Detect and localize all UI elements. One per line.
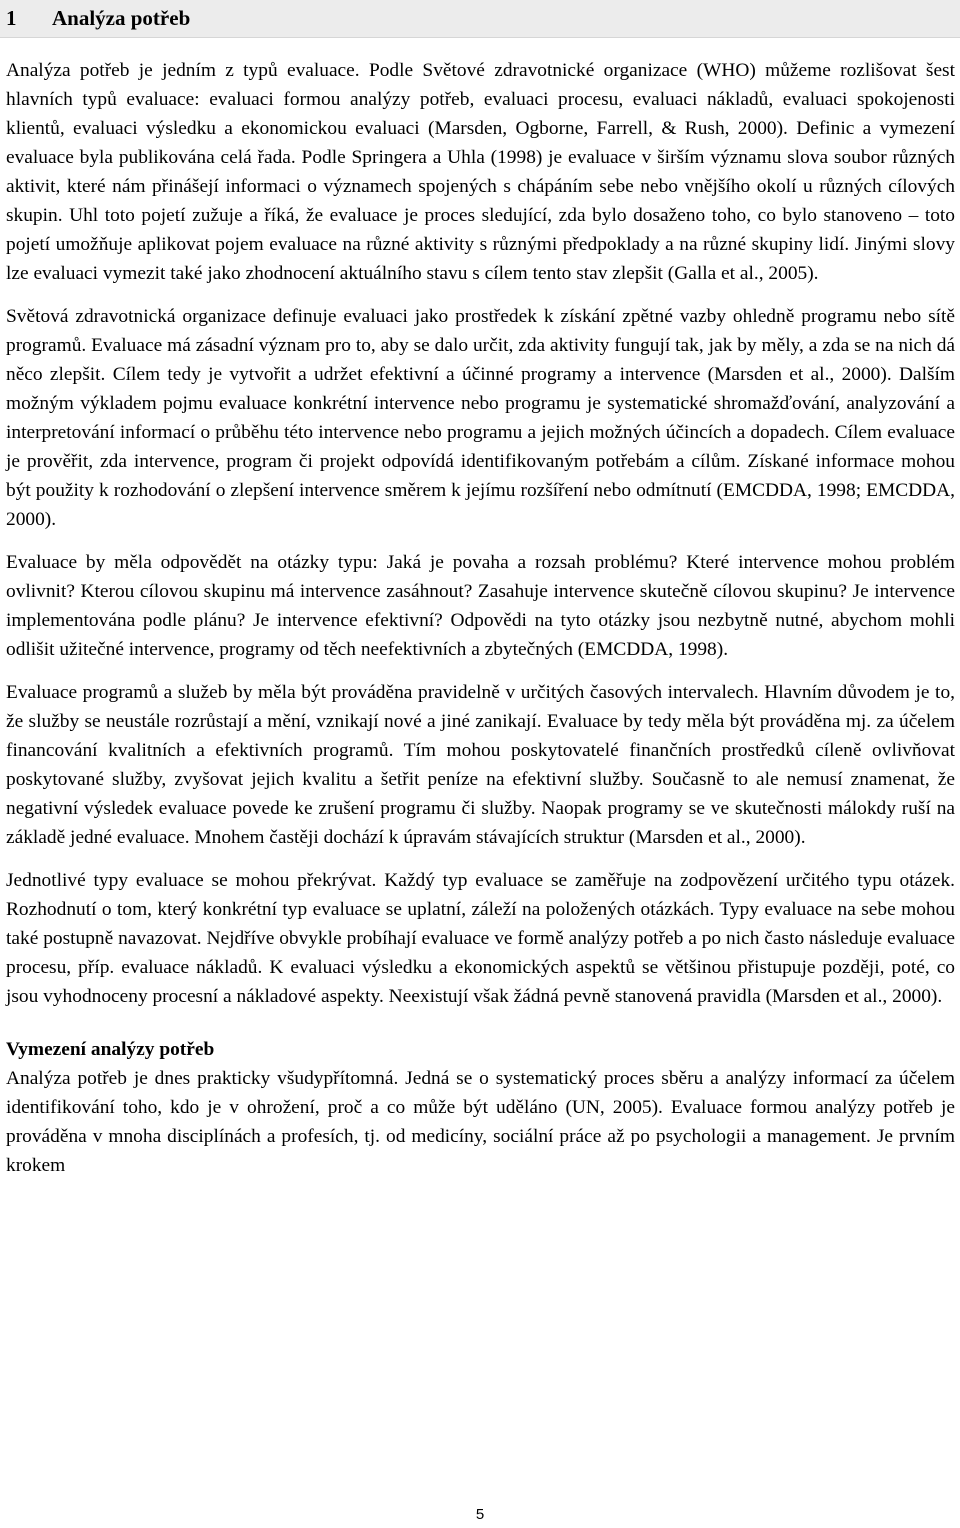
document-body bbox=[6, 56, 955, 1194]
paragraph-1: Analýza potřeb je jedním z typů evaluace. Podle Světové zdravotnické organizace (WHO) můžeme rozlišovat šest hlavních typů evaluace: evaluaci formou analýzy potřeb, evaluaci procesu, evaluaci nákladů, evaluaci spokojenosti klientů, evaluaci výsledku a ekonomickou evaluaci (Marsden, Ogborne, Farrell, & Rush, 2000). Definic a vymezení evaluace byla publikována celá řada. Podle Springera a Uhla (1998) je evaluace v širším významu slova soubor různých aktivit, které nám přinášejí informaci o významech spojených s chápáním sebe nebo vnějšího okolí u různých cílových skupin. Uhl toto pojetí zužuje a říká, že evaluace je proces sledující, zda bylo dosaženo toho, co bylo stanoveno – toto pojetí umožňuje aplikovat pojem evaluace na různé aktivity s různými předpoklady a na různé skupiny lidí. Jinými slovy lze evaluaci vymezit také jako zhodnocení aktuálního stavu s cílem tento stav zlepšit (Galla et al., 2005). bbox=[6, 60, 955, 284]
section-number: 1 bbox=[6, 6, 17, 30]
section-heading bbox=[0, 0, 960, 38]
subsection-title: Vymezení analýzy potřeb bbox=[6, 1039, 215, 1060]
paragraph-4: Evaluace programů a služeb by měla být prováděna pravidelně v určitých časových intervalech. Hlavním důvodem je to, že služby se neustále rozrůstají a mění, vznikají nové a jiné zanikají. Evaluace by tedy měla být prováděna mj. za účelem financování kvalitních a efektivních programů. Tím mohou poskytovatelé finančních prostředků cíleně ovlivňovat poskytované služby, zvyšovat jejich kvalitu a šetřit peníze na efektivní služby. Současně to ale nemusí znamenat, že negativní výsledek evaluace povede ke zrušení programu či služby. Naopak programy se ve skutečnosti málokdy ruší na základě jedné evaluace. Mnohem častěji dochází k úpravám stávajících struktur (Marsden et al., 2000). bbox=[6, 682, 955, 848]
subsection-paragraph: Analýza potřeb je dnes prakticky všudypřítomná. Jedná se o systematický proces sběru a analýzy informací za účelem identifikování toho, kdo je v ohrožení, proč a co může být uděláno (UN, 2005). Evaluace formou analýzy potřeb je prováděna v mnoha disciplínách a profesích, tj. od medicíny, sociální práce až po psychologii a management. Je prvním krokem bbox=[6, 1068, 955, 1176]
page-number: 5 bbox=[475, 1506, 485, 1523]
paragraph-5: Jednotlivé typy evaluace se mohou překrývat. Každý typ evaluace se zaměřuje na zodpovězení určitého typu otázek. Rozhodnutí o tom, který konkrétní typ evaluace se uplatní, záleží na položených otázkách. Typy evaluace na sebe mohou také postupně navazovat. Nejdříve obvykle probíhají evaluace ve formě analýzy potřeb a po nich často následuje evaluace procesu, příp. evaluace nákladů. K evaluaci výsledku a ekonomických aspektů se většinou přistupuje později, poté, co jsou vyhodnoceny procesní a nákladové aspekty. Neexistují však žádná pevně stanovená pravidla (Marsden et al., 2000). bbox=[6, 870, 955, 1007]
paragraph-3: Evaluace by měla odpovědět na otázky typu: Jaká je povaha a rozsah problému? Které intervence mohou problém ovlivnit? Kterou cílovou skupinu má intervence zasáhnout? Zasahuje intervence skutečně cílovou skupinu? Je intervence implementována podle plánu? Je intervence efektivní? Odpovědi na tyto otázky jsou nezbytně nutné, abychom mohli odlišit užitečné intervence, programy od těch neefektivních a zbytečných (EMCDDA, 1998). bbox=[6, 552, 955, 660]
section-title: Analýza potřeb bbox=[52, 6, 191, 30]
paragraph-2: Světová zdravotnická organizace definuje evaluaci jako prostředek k získání zpětné vazby ohledně programu nebo sítě programů. Evaluace má zásadní význam pro to, aby se dalo určit, zda aktivity fungují tak, jak by měly, a zda se na nich dá něco zlepšit. Cílem tedy je vytvořit a udržet efektivní a účinné programy a intervence (Marsden et al., 2000). Dalším možným výkladem pojmu evaluace konkrétní intervence nebo programu je systematické shromažďování, analyzování a interpretování informací o průběhu této intervence nebo programu a jejich možných účincích a dopadech. Cílem evaluace je prověřit, zda intervence, program či projekt odpovídá identifikovaným potřebám a cílům. Získané informace mohou být použity k rozhodování o zlepšení intervence směrem k jejímu rozšíření nebo odmítnutí (EMCDDA, 1998; EMCDDA, 2000). bbox=[6, 306, 955, 530]
